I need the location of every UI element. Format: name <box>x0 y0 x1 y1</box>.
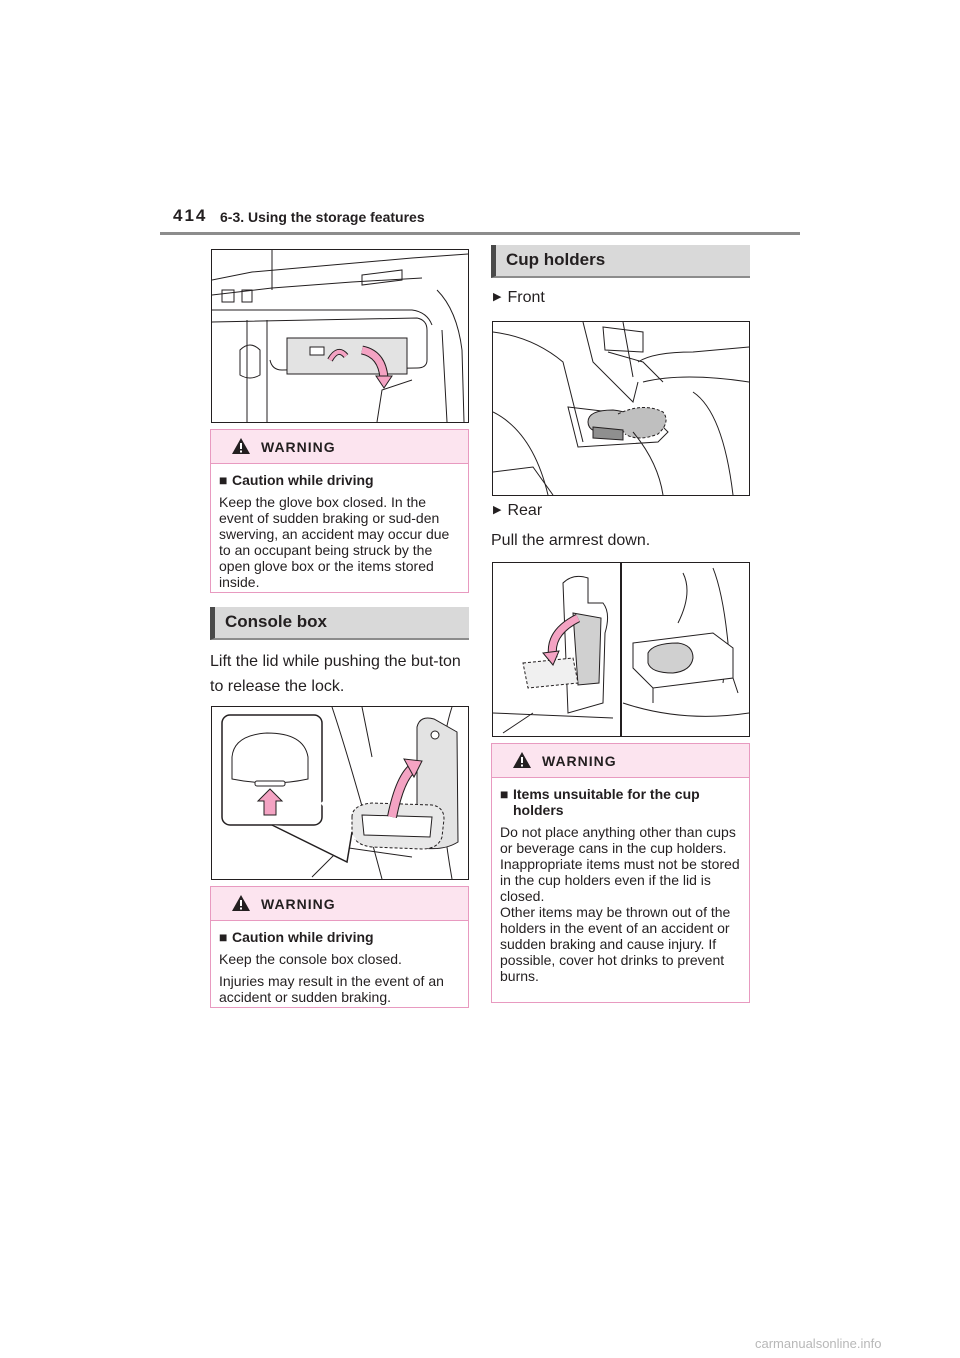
rear-instruction: Pull the armrest down. <box>491 532 651 549</box>
warning-subheading: Caution while driving <box>232 929 374 945</box>
warning-triangle-icon <box>512 751 532 769</box>
rear-cup-holder-illustration <box>492 562 750 737</box>
console-box-heading-text: Console box <box>225 612 328 631</box>
warning-triangle-icon <box>231 894 251 912</box>
warning-subheading: Items unsuitable for the cup holders <box>513 786 700 818</box>
glovebox-illustration <box>211 249 469 423</box>
watermark: carmanualsonline.info <box>755 1336 882 1351</box>
warning-triangle-icon <box>231 437 251 455</box>
warning-subheading: Caution while driving <box>232 472 374 488</box>
warning-header <box>492 744 749 778</box>
warning-title: WARNING <box>261 896 336 912</box>
bullet-square-icon: ■ <box>219 929 228 945</box>
warning-title: WARNING <box>542 753 617 769</box>
warning-header <box>211 430 468 464</box>
rear-label: ▶ Rear <box>493 502 543 519</box>
front-cup-holder-illustration <box>492 321 750 496</box>
warning-text: Injuries may result in the event of an accident or sudden braking. <box>219 973 444 1005</box>
section-title: 6-3. Using the storage features <box>220 209 425 225</box>
warning-box-console <box>210 886 469 1008</box>
cup-holders-heading <box>491 245 750 278</box>
bullet-square-icon: ■ <box>500 786 509 802</box>
warning-box-cup-holders <box>491 743 750 1003</box>
warning-text: Keep the console box closed. <box>219 951 402 967</box>
warning-text: Keep the glove box closed. In the event of sudden braking or sud-den swerving, an accident may occur due to an occupant being struck by the open glove box or the items stored inside. <box>219 494 450 590</box>
console-box-heading <box>210 607 469 640</box>
arrow-right-icon: ▶ <box>493 504 502 516</box>
arrow-right-icon: ▶ <box>493 291 502 303</box>
console-box-illustration <box>211 706 469 880</box>
console-instruction: Lift the lid while pushing the but-ton to release the lock. <box>210 653 461 695</box>
cup-holders-heading-text: Cup holders <box>506 250 606 269</box>
warning-box-glovebox <box>210 429 469 593</box>
warning-title: WARNING <box>261 439 336 455</box>
header-rule <box>160 232 800 235</box>
warning-text: Do not place anything other than cups or beverage cans in the cup holders. Inappropriate items must not be stored in the cup holders even if the lid is closed. Other items may be thrown out of the holders in the event of an accident or sudden braking and cause injury. If possible, cover hot drinks to prevent burns. <box>500 824 740 984</box>
warning-header <box>211 887 468 921</box>
bullet-square-icon: ■ <box>219 472 228 488</box>
page-number: 414 <box>173 206 208 225</box>
front-label: ▶ Front <box>493 289 545 306</box>
